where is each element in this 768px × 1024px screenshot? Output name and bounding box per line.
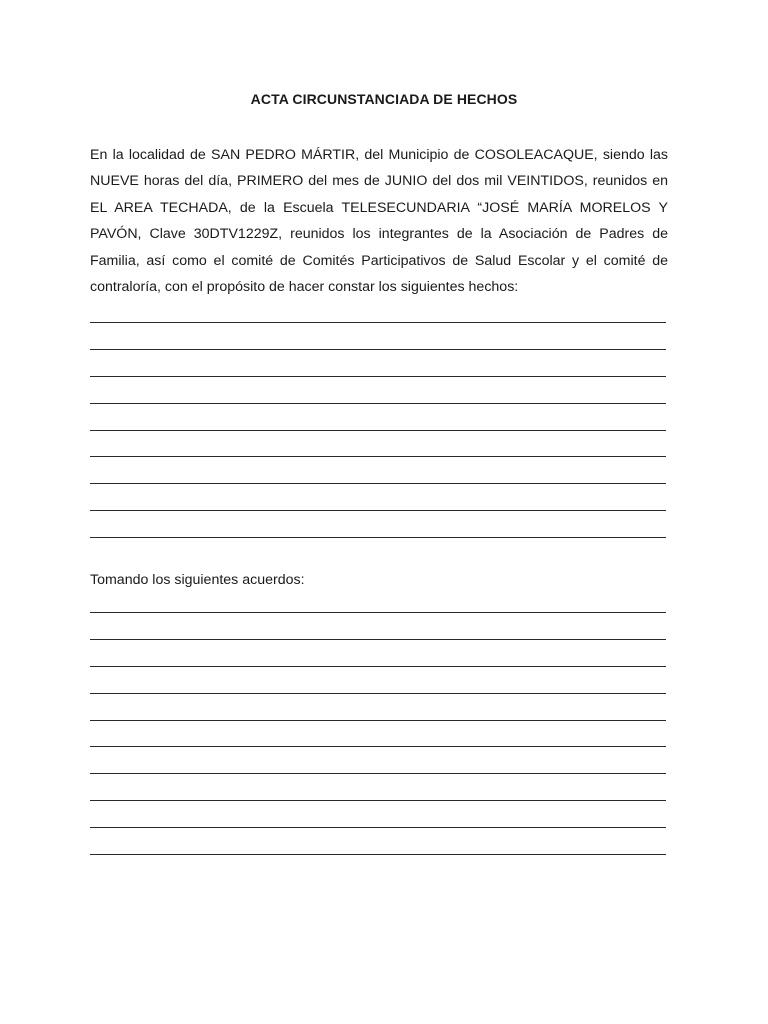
blank-line	[90, 349, 666, 350]
agreements-heading: Tomando los siguientes acuerdos:	[90, 572, 305, 588]
blank-line	[90, 430, 666, 431]
blank-line	[90, 720, 666, 721]
blank-line	[90, 827, 666, 828]
blank-line	[90, 773, 666, 774]
agreements-blank-lines	[90, 612, 666, 881]
blank-line	[90, 483, 666, 484]
blank-line	[90, 403, 666, 404]
facts-blank-lines	[90, 322, 666, 564]
blank-line	[90, 510, 666, 511]
blank-line	[90, 800, 666, 801]
document-title: ACTA CIRCUNSTANCIADA DE HECHOS	[250, 91, 518, 107]
blank-line	[90, 666, 666, 667]
blank-line	[90, 612, 666, 613]
blank-line	[90, 746, 666, 747]
intro-paragraph: En la localidad de SAN PEDRO MÁRTIR, del Municipio de COSOLEACAQUE, siendo las NUEVE horas del día, PRIMERO del mes de JUNIO del dos mil VEINTIDOS, reunidos en EL AREA TECHADA, de la Escuela TELESECUNDARIA “JOSÉ MARÍA MORELOS Y PAVÓN, Clave 30DTV1229Z, reunidos los integrantes de la Asociación de Padres de Familia, así como el comité de Comités Participativos de Salud Escolar y el comité de contraloría, con el propósito de hacer constar los siguientes hechos:	[90, 147, 668, 296]
blank-line	[90, 693, 666, 694]
blank-line	[90, 376, 666, 377]
blank-line	[90, 537, 666, 538]
blank-line	[90, 639, 666, 640]
blank-line	[90, 854, 666, 855]
blank-line	[90, 456, 666, 457]
blank-line	[90, 322, 666, 323]
